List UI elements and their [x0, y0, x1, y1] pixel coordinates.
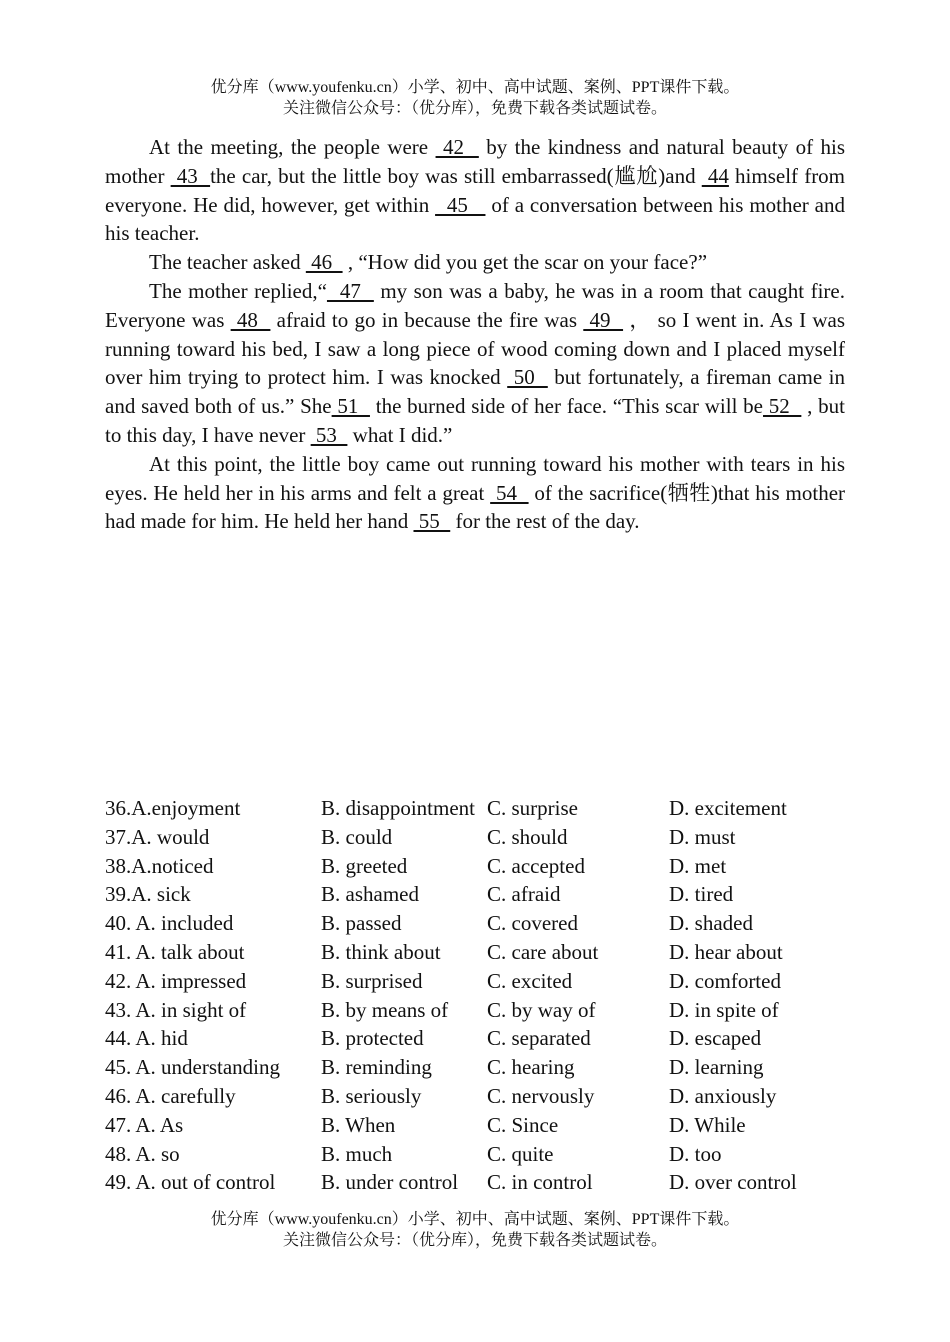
option-d: D. excitement	[669, 796, 787, 820]
text: The mother replied,“	[149, 278, 327, 303]
paragraph-3	[105, 277, 845, 450]
text: ， so I went in. As I was running toward his bed, I saw a long piece of wood coming down and I placed myself over him trying to protect him. I was knocked	[105, 307, 846, 390]
option-c: C. Since	[487, 1112, 559, 1137]
option-a: 44. A. hid	[105, 1026, 188, 1051]
option-b: B. surprised	[321, 968, 423, 993]
header-line-1: 优分库（www.youfenku.cn）小学、初中、高中试题、案例、PPT课件下载。	[210, 79, 740, 96]
option-a: 47. A. As	[105, 1112, 184, 1137]
option-a: 36.A.enjoyment	[105, 796, 241, 820]
paragraph-2	[105, 248, 845, 277]
option-d: D. must	[669, 824, 736, 849]
option-row	[105, 938, 865, 967]
option-b: B. much	[321, 1141, 393, 1166]
blank-42: 42	[435, 135, 479, 159]
reading-passage	[105, 133, 845, 536]
option-b: B. could	[321, 824, 393, 849]
footer-line-1: 优分库（www.youfenku.cn）小学、初中、高中试题、案例、PPT课件下载。	[210, 1211, 740, 1228]
option-row	[105, 1168, 865, 1197]
option-b: B. reminding	[321, 1055, 432, 1080]
text: the burned side of her face. “This scar will be	[369, 394, 764, 419]
text: At the meeting, the people were	[149, 135, 436, 159]
option-b: B. by means of	[321, 997, 449, 1022]
option-row	[105, 1111, 865, 1140]
option-row	[105, 794, 865, 823]
footer-line-2: 关注微信公众号：（优分库），免费下载各类试题试卷。	[282, 1232, 667, 1249]
option-a: 37.A. would	[105, 824, 210, 849]
option-row	[105, 880, 865, 909]
option-c: C. quite	[487, 1141, 554, 1166]
option-c: C. excited	[487, 968, 573, 993]
option-b: B. disappointment	[321, 796, 475, 820]
option-a: 41. A. talk about	[105, 939, 245, 964]
text: himself from everyone. He did, however, get within	[105, 163, 846, 217]
option-b: B. under control	[321, 1170, 459, 1195]
text: for the rest of the day.	[450, 509, 640, 534]
option-b: B. ashamed	[321, 882, 419, 907]
paragraph-1	[105, 133, 845, 248]
text: of a conversation between his mother and his teacher.	[105, 192, 845, 246]
blank-47: 47	[326, 278, 374, 303]
text: The teacher asked	[149, 250, 306, 275]
blank-54: 54	[490, 480, 529, 505]
option-row	[105, 1082, 865, 1111]
option-b: B. seriously	[321, 1083, 422, 1108]
blank-43: 43	[170, 163, 211, 188]
option-c: C. by way of	[487, 997, 596, 1022]
option-row	[105, 967, 865, 996]
option-a: 45. A. understanding	[105, 1055, 280, 1080]
blank-52: 52	[763, 394, 802, 419]
paragraph-4	[105, 450, 845, 536]
option-d: D. in spite of	[669, 997, 779, 1022]
blank-53: 53	[310, 422, 348, 447]
option-b: B. think about	[321, 939, 441, 964]
text: At this point, the little boy came out running toward his mother with tears in his eyes. He held her in his arms and felt a great	[105, 451, 845, 505]
text: of the sacrifice(牺牲)that his mother had made for him. He held her hand	[105, 480, 846, 534]
option-d: D. comforted	[669, 968, 781, 993]
blank-46: 46	[305, 250, 343, 275]
option-d: D. learning	[669, 1055, 764, 1080]
page-footer	[0, 1209, 950, 1251]
option-c: C. accepted	[487, 853, 585, 878]
option-a: 39.A. sick	[105, 882, 191, 907]
option-d: D. shaded	[669, 911, 753, 936]
answer-options	[105, 794, 865, 1197]
option-d: D. tired	[669, 882, 734, 907]
option-d: D. met	[669, 853, 727, 878]
option-d: D. escaped	[669, 1026, 762, 1051]
text: , but to this day, I have never	[105, 394, 846, 447]
option-c: C. covered	[487, 911, 578, 936]
option-c: C. surprise	[487, 796, 578, 820]
text: , “How did you get the scar on your face?”	[342, 250, 708, 275]
option-row	[105, 996, 865, 1025]
option-a: 42. A. impressed	[105, 968, 247, 993]
option-b: B. passed	[321, 911, 402, 936]
option-b: B. greeted	[321, 853, 408, 878]
option-d: D. anxiously	[669, 1083, 777, 1108]
option-row	[105, 1024, 865, 1053]
option-c: C. in control	[487, 1170, 593, 1195]
text: what I did.”	[347, 422, 453, 447]
option-a: 43. A. in sight of	[105, 997, 247, 1022]
option-d: D. too	[669, 1141, 722, 1166]
option-a: 38.A.noticed	[105, 853, 214, 878]
option-row	[105, 1140, 865, 1169]
blank-49: 49	[583, 307, 624, 332]
option-b: B. When	[321, 1112, 396, 1137]
text: by the kindness and natural beauty of his mother	[105, 135, 845, 188]
option-c: C. nervously	[487, 1083, 595, 1108]
option-c: C. separated	[487, 1026, 591, 1051]
option-d: D. hear about	[669, 939, 783, 964]
option-a: 40. A. included	[105, 911, 234, 936]
option-row	[105, 852, 865, 881]
blank-48: 48	[230, 307, 271, 332]
header-line-2: 关注微信公众号：（优分库），免费下载各类试题试卷。	[282, 100, 667, 117]
option-a: 48. A. so	[105, 1141, 180, 1166]
blank-44: 44	[701, 163, 729, 188]
option-row	[105, 1053, 865, 1082]
text: but fortunately, a fireman came in and saved both of us.” She	[105, 365, 846, 419]
option-a: 49. A. out of control	[105, 1170, 276, 1195]
option-d: D. over control	[669, 1170, 797, 1195]
blank-55: 55	[413, 509, 451, 534]
option-d: D. While	[669, 1112, 746, 1137]
blank-50: 50	[507, 365, 548, 390]
option-c: C. afraid	[487, 882, 561, 907]
option-c: C. care about	[487, 939, 599, 964]
text: the car, but the little boy was still embarrassed(尴尬)and	[210, 163, 702, 188]
option-row	[105, 823, 865, 852]
blank-51: 51	[331, 394, 370, 419]
option-row	[105, 909, 865, 938]
option-b: B. protected	[321, 1026, 424, 1051]
option-a: 46. A. carefully	[105, 1083, 236, 1108]
text: my son was a baby, he was in a room that caught fire. Everyone was	[105, 278, 845, 332]
page-header	[0, 77, 950, 119]
option-c: C. hearing	[487, 1055, 575, 1080]
option-c: C. should	[487, 824, 568, 849]
blank-45: 45	[435, 192, 486, 217]
text: afraid to go in because the fire was	[270, 307, 584, 332]
